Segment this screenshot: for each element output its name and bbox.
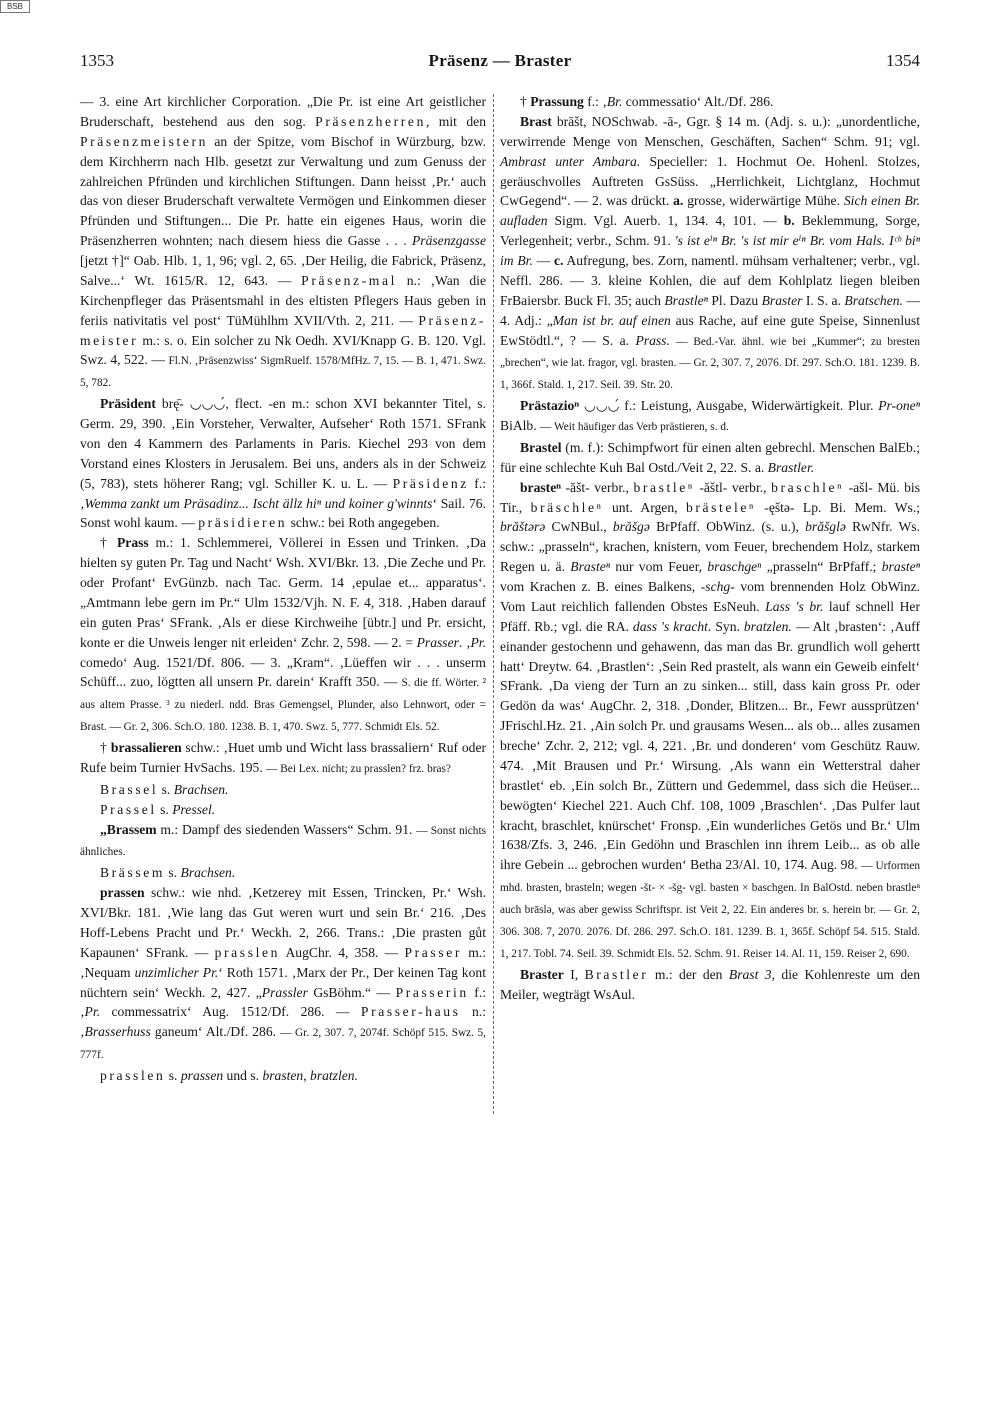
headword: Brastel <box>520 439 562 455</box>
entry-text: brāšt, NOSchwab. -ā-, Ggr. § 14 m. (Adj. s. u.): „unordentliche, verwirrende Menge von Menschen, Geschäften, Sachen“ Schm. 91; vgl. <box>500 113 920 149</box>
spaced-term: braschleⁿ <box>771 479 845 495</box>
entry-text: † <box>520 94 531 109</box>
spaced-term: Präsenzherren <box>315 113 426 129</box>
entry-prass <box>80 533 486 738</box>
entry-text: Specieller: 1. Hochmut Oe. Hohenl. Stolzes, geräuschvolles Auftreten GsSüss. „Herrlichkeit, Lichtglanz, Hochmut CwGegend“. — 2. was drückt. <box>500 153 920 209</box>
italic-term: braschge <box>707 559 758 575</box>
entry-text: BiAlb. <box>500 418 541 433</box>
entry-text: schw.: ‚Huet umb und Wicht lass brassaliern‘ Ruf oder Rufe beim Turnier HvSachs. 195. <box>80 740 486 775</box>
entry-text: s. <box>165 865 181 881</box>
entry-text: BrPfaff. ObWinz. (s. u.), <box>649 519 806 535</box>
entry-text: . ‚ <box>458 634 471 650</box>
spaced-term: bräschleⁿ <box>530 499 604 515</box>
italic-term: Brachsen. <box>180 865 236 881</box>
italic-term: Pr-oneⁿ <box>878 398 920 414</box>
entry-brassel <box>80 780 486 800</box>
entry-text: — 4. Adj.: „ <box>500 292 920 328</box>
entry-brassem <box>80 820 486 864</box>
italic-term: prassen <box>180 1068 224 1083</box>
library-stamp: BSB <box>0 0 30 13</box>
entry-text: — 3. eine Art kirchlicher Corporation. „Die Pr. ist eine Art geistlicher Bruderschaft, bestehend aus den sog. <box>80 94 486 129</box>
entry-brastel <box>500 438 920 478</box>
entry-prassen <box>80 883 486 1066</box>
entry-text: comedo‘ Aug. 1521/Df. 806. — 3. „Kram“. ‚Lüeffen wir . . . unserm Schüff... zuo, lögtten all unsern Pr. darein‘ Krafft 350. — <box>80 654 486 690</box>
italic-term: Bratschen. <box>844 292 903 308</box>
entry-text: (m. f.): Schimpfwort für einen alten gebrechl. Menschen BalEb.; für eine schlechte Kuh Bal Ostd./Veit 2, 22. S. a. <box>500 439 920 475</box>
entry-notes: — Bed.-Var. ähnl. wie bei „Kummer“; zu bresten „brechen“, wie lat. fragor, vgl. brasten. — Gr. 2, 307. 7, 2076. Df. 297. Sch.O. 181. 1239. B. 1, 366f. Stald. 1, 217. Seil. 39. Str. 20. <box>500 335 920 392</box>
entry-text: ganeum‘ Alt./Df. 286. <box>150 1024 281 1040</box>
headword: Prästazioⁿ <box>520 398 580 414</box>
italic-term: brasteⁿ <box>881 559 920 575</box>
entry-prassel <box>80 800 486 820</box>
italic-term: Brastler. <box>767 459 815 475</box>
page-number-left: 1353 <box>80 51 114 70</box>
entry-text: Syn. <box>711 618 744 634</box>
spaced-term: brästeleⁿ <box>685 499 756 515</box>
entry-text: m.: Dampf des siedenden Wassers“ Schm. 91. <box>156 821 417 837</box>
entry-text: — <box>532 253 554 268</box>
entry-notes: Fl.N. ‚Präsenzwiss‘ SigmRuelf. 1578/MfHz. 7, 15. — B. 1, 471. Swz. 5, 782. <box>80 355 486 390</box>
entry-text: f.: ‚ <box>583 94 607 109</box>
entry-prassung <box>500 92 920 112</box>
spaced-term: Brässem <box>100 865 166 881</box>
spaced-term: brastleⁿ <box>633 479 695 495</box>
page-header <box>80 50 920 74</box>
spaced-term: Prassel <box>100 801 157 817</box>
entry-brast <box>500 112 920 396</box>
italic-term: Brachsen. <box>173 781 229 797</box>
entry-notes: — Sonst nichts ähnliches. <box>80 824 486 859</box>
entry-text: RwNfr. Ws. schw.: „prasseln“, krachen, knistern, vom Feuer, brechendem Holz, starkem Regen u. ä. <box>500 519 920 575</box>
italic-term: brăšglə <box>805 519 846 535</box>
entry-text: -ęštə- Lp. Bi. Mem. Ws.; <box>755 499 920 515</box>
entry-text: GsBöhm.“ — <box>307 984 396 1000</box>
italic-term: Pr. <box>84 1004 101 1020</box>
entry-text: brę̄- ◡◡◡́, flect. -en m.: schon XVI bekannter Titel, s. Germ. 29, 390. ‚Ein Vorsteher, Verwalter, Aufseher‘ Roth 1571. SFrank von den 4 Kammern des Parlaments in Paris. Kiechel 293 von dem Vorstand eines Klosters in Jerusalem. Bei uns, anders als in der Schweiz (5, 783), stets höherer Rang; vgl. Schiller K. u. L. — <box>80 396 486 491</box>
italic-term: dass 's kracht. <box>632 618 712 634</box>
entry-text: m.: s. o. Ein solcher zu Nk Oedh. XVI/Knapp G. B. 120. Vgl. Swz. 4, 522. — <box>80 332 486 368</box>
spaced-term: Präsenz-meister <box>80 312 486 348</box>
entry-text: — Alt ‚brasten‘: ‚Auff einander gestochenn und gehawenn, das man das Br. grundlich woll gehertt hatt‘ Dreytw. 64. ‚Brastlen‘: ‚Sein Red prastelt, als wann ein Geweib einfelt‘ SFrank. ‚Da vieng der Turn an zu sinken... still, dass kain gross Pr. oder Gedön da was‘ AugChr. 2, 318. ‚Donder, Blitzen... Br., Fewr aussprützen‘ JFrischl.Hz. 21. ‚Ain solch Pr. und grausams Wesen... als ob... alles zusamen breche‘ Zchr. 2, 212; vgl. 4, 221. ‚Br. und donderen‘ vom Geschütz Rauw. 474. ‚Mit Brausen und Pr.‘ Wirsung. ‚Als wann ein Wetterstral daher brastlet‘ eb. ‚Ein solch Br., Züttern und Gedemmel, dass sich die Heüser... bewögten‘ Kiechel 221. Auch Chf. 108, 1009 ‚Braschlen‘. ‚Das Pulfer laut kracht, braschlet, knürschet‘ Fronsp. ‚Ein wunderliches Getös und Br.‘ Ulm 1638/Zfs. 3, 246. ‚Ein Gedöhn und Braschlen inn ihrem Leib... as ob alle ihre Gebein ... gebrochen wurden‘ Betha 23/Al. 10, 174. Aug. 98. <box>500 618 920 873</box>
entry-praesenz-continued <box>80 92 486 394</box>
entry-text: commessatio‘ Alt./Df. 286. <box>622 94 774 109</box>
italic-term: brasten, bratzlen. <box>262 1068 358 1083</box>
spaced-term: prasslen <box>100 1068 166 1083</box>
italic-term: Präsenzgasse <box>411 233 486 249</box>
entry-text: schw.: wie nhd. ‚Ketzerey mit Essen, Trincken, Pr.‘ Wsh. XVI/Bkr. 181. ‚Wie lang das Gut weren wurt und sein Br.‘ 216. ‚Des Hoff-Lebens Pracht und Pr.‘ Weckh. 2, 266. Trans.: ‚Die prasten gůt Kapaunen‘ SFrank. — <box>80 885 486 960</box>
headword: Braster <box>520 966 564 982</box>
entry-text: Beklemmung, Sorge, Verlegenheit; verbr., Schm. 91. <box>500 213 921 249</box>
spaced-term: Präsidenz <box>392 475 469 491</box>
entry-text: -ăštl- verbr., <box>694 479 772 495</box>
page-number-right: 1354 <box>886 51 920 70</box>
entry-notes: S. die ff. Wörter. ² aus altem Prasse. ³ zu niederl. ndd. Bras Gemengsel, Plunder, also Lehnwort, oder = Brast. — Gr. 2, 306. Sch.O. 180. 1238. B. 1, 470. Swz. 5, 777. Schmidt Els. 52. <box>80 677 486 734</box>
spaced-term: Brastler <box>584 966 649 982</box>
entry-text: CwNBul., <box>545 519 613 535</box>
entry-notes: — Gr. 2, 307. 7, 2074f. Schöpf 515. Swz. 5, 777f. <box>80 1027 486 1062</box>
entry-text: AugChr. 4, 358. — <box>280 944 405 960</box>
italic-term: Sich einen Br. aufladen <box>500 193 920 229</box>
entry-text: n.: ‚ <box>80 1004 486 1040</box>
entry-text: Aufregung, bes. Zorn, namentl. mühsam verhaltener; verbr., vgl. Neffl. 286. — 3. kleine Kohlen, die auf dem Kohlplatz liegen bleiben FrBaiersbr. Buck Fl. 35; auch <box>500 253 920 308</box>
spaced-term: prasslen <box>214 944 280 960</box>
entry-text: m.: 1. Schlemmerei, Völlerei in Essen und Trinken. ‚Da hielten sy guten Pr. Tag und Nacht‘ Wsh. XVI/Bkr. 13. ‚Die Zeche und Pr. oder Profant‘ EvGünzb. nach Tac. Germ. 14 ‚epulae et... apparatus‘. „Amtmann lebe gern im Pr.“ Ulm 1532/Vjh. N. F. 4, 318. ‚Haben darauf ein guten Pras‘ SFrank. ‚Als er diese Kirchweihe [übtr.] und Pr. ersicht, konte er die Unweis lenger nit erleiden‘ Zchr. 2, 598. — 2. = <box>80 535 487 650</box>
entry-text: ◡◡◡́ f.: Leistung, Ausgabe, Widerwärtigkeit. Plur. <box>579 398 879 414</box>
headword: Brast <box>520 113 552 129</box>
right-column <box>500 92 920 1004</box>
italic-term: Pr. <box>470 634 486 650</box>
entry-notes: — Bei Lex. nicht; zu prasslen? frz. bras? <box>266 762 451 775</box>
entry-text: , mit den <box>425 113 486 129</box>
entry-text: ‘ Roth 1571. ‚Marx der Pr., Der keinen Tag kont nüchtern sein‘ Weckh. 2, 427. „ <box>80 964 486 1000</box>
italic-term: Prasser <box>416 634 459 650</box>
sense-marker: c. <box>553 253 564 268</box>
sense-marker: b. <box>783 213 795 229</box>
entry-text: f.: ‚ <box>80 475 487 511</box>
headword: Prassung <box>530 94 584 109</box>
spaced-term: Brassel <box>100 781 159 797</box>
entry-braster <box>500 965 920 1005</box>
italic-term: Brasserhuss <box>84 1024 151 1040</box>
entry-text: f.: ‚ <box>80 984 486 1020</box>
italic-term: bratzlen. <box>743 618 792 634</box>
entry-prasslen <box>80 1066 486 1086</box>
italic-term: Lass 's br. <box>765 598 824 614</box>
entry-text: † <box>100 535 117 551</box>
entry-text: Pl. Dazu <box>707 292 762 308</box>
italic-term: Br. <box>606 94 623 109</box>
italic-term: Wemma zankt um Präsadinz... Ischt ällz hiⁿ und koiner g'winnts <box>84 495 433 511</box>
entry-text: s. <box>158 781 174 797</box>
entry-text: -ašl- Mü. bis Tir., <box>500 479 921 515</box>
entry-text: aus Rache, auf eine gute Speise, Sinnenlust EwStödtl.“, ? — S. a. <box>500 312 920 348</box>
entry-praestazion <box>500 396 920 438</box>
entry-text: und s. <box>223 1068 263 1083</box>
column-divider <box>493 94 494 1114</box>
spaced-term: Prasserin <box>395 984 469 1000</box>
headword: „Brassem <box>100 821 157 837</box>
entry-text: ‘ Sail. 76. Sonst wohl kaum. — <box>80 495 486 531</box>
entry-text: n.: ‚Wan die Kirchenpfleger das Präsentsmahl in des eltisten Pflegers Haus geben in feriis nativitatis vel post‘ TüMühlhm XVII/Vth. 2, 211. — <box>80 272 486 328</box>
entry-text: die Kohlenreste um den Meiler, wegträgt WsAul. <box>500 966 920 1002</box>
entry-text: I, <box>563 966 585 982</box>
spaced-term: präsidieren <box>198 515 288 531</box>
entry-notes: — Urformen mhd. brasten, brasteln; wegen -št- × -šg- vgl. basten × baschgen. In BalOstd. neben brastleⁿ auch brāslə, was aber gewiss Schriftspr. ist Veit 2, 22. Ein anderes br. s. herein br. — Gr. 2, 306. 308. 7, 2070. 2076. Df. 286. 297. Sch.O. 181. 1239. B. 1, 365f. Schöpf 54. 515. Stald. 1, 217. Tobl. 74. Seil. 39. Schmidt Els. 52. Schm. 91. Reiser 14. Al. 11, 159. Reiser 2, 690. <box>500 860 920 960</box>
italic-term: Pressel. <box>172 801 216 817</box>
headword: prassen <box>100 885 145 901</box>
italic-term: Man ist br. auf einen <box>552 312 671 328</box>
entry-text: -ăšt- verbr., <box>560 479 634 495</box>
entry-text: m.: ‚Nequam <box>80 944 486 980</box>
entry-brasten <box>500 478 920 965</box>
italic-term: brăštərə <box>500 519 546 535</box>
spaced-term: Präsenzmeistern <box>80 133 209 149</box>
italic-term: Brasteⁿ <box>570 559 611 575</box>
headword: Prass <box>117 535 149 551</box>
italic-term: Brast 3, <box>728 966 775 982</box>
entry-text: grosse, widerwärtige Mühe. <box>683 193 844 209</box>
running-title: Präsenz — Braster <box>428 51 572 70</box>
italic-term: -schg- <box>700 579 735 594</box>
entry-braessem <box>80 863 486 883</box>
italic-term: Brastleⁿ <box>664 292 708 308</box>
spaced-term: Prasser <box>404 944 462 960</box>
italic-term: Prassler <box>261 984 308 1000</box>
spaced-term: Präsenz-mal <box>301 272 397 288</box>
italic-term: Braster <box>761 292 803 308</box>
entry-text: an der Spitze, vom Bischof in Würzburg, bzw. dem Kirchherrn nach Hlb. gesetzt zur Verwaltung und zum Genuss der zahlreichen Pfründen und kirchlichen Stiftungen. Dann heisst ‚Pr.‘ auch das von dieser Bruderschaft verwaltete Vermögen und Einkommen dieser Pfründen und Stiftungen... Die Pr. hatte ein eigenes Haus, worin die Präsenzherren wohnten; nach diesem hiess die Gasse . . . <box>80 133 486 249</box>
italic-term: 's ist eⁱⁿ Br. 's ist mir eⁱⁿ Br. vom Hals. Iᶜʰ biⁿ im Br. <box>500 233 920 268</box>
headword: Präsident <box>100 396 156 412</box>
entry-text: lauf schnell Her Pfäff. Rb.; vgl. die RA. <box>500 598 920 634</box>
italic-term: Prass. <box>635 332 670 348</box>
italic-term: unzimlicher Pr. <box>134 964 219 980</box>
headword: brassalieren <box>110 740 182 755</box>
entry-text: schw.: bei Roth angegeben. <box>287 515 440 531</box>
sense-marker: a. <box>673 193 684 209</box>
headword: brasteⁿ <box>520 479 561 495</box>
entry-text: ⁿ „prasseln“ BrPfaff.; <box>757 559 882 575</box>
entry-text: vom Krachen z. B. eines Balkens, <box>500 579 701 594</box>
entry-text: nur vom Feuer, <box>610 559 708 575</box>
entry-text: [jetzt †]“ Oab. Hlb. 1, 1, 96; vgl. 2, 65. ‚Der Heilig, die Fabrick, Präsenz, Salve...‘ Wt. 1615/R. 12, 643. — <box>80 253 486 288</box>
entry-text: s. <box>156 801 173 817</box>
left-column <box>80 92 486 1086</box>
entry-text: vom brennenden Holz ObWinz. Vom Laut reichlich fallenden Obstes EsNeuh. <box>500 579 921 614</box>
spaced-term: Prasser-haus <box>360 1004 461 1020</box>
entry-text: Sigm. Vgl. Auerb. 1, 134. 4, 101. — <box>547 213 784 229</box>
italic-term: brăšgə <box>612 519 650 535</box>
entry-text: unt. Argen, <box>603 499 686 515</box>
entry-text: commessatrix‘ Aug. 1512/Df. 286. — <box>100 1004 361 1020</box>
entry-praesident <box>80 394 486 533</box>
entry-text: s. <box>165 1068 181 1083</box>
entry-notes: — Weit häufiger das Verb prästieren, s. d. <box>540 421 729 433</box>
italic-term: Ambrast unter Ambara. <box>500 153 641 169</box>
entry-text: † <box>100 740 111 755</box>
entry-text: I. S. a. <box>802 292 845 308</box>
entry-text: m.: der den <box>648 966 729 982</box>
entry-brassalieren <box>80 738 486 780</box>
